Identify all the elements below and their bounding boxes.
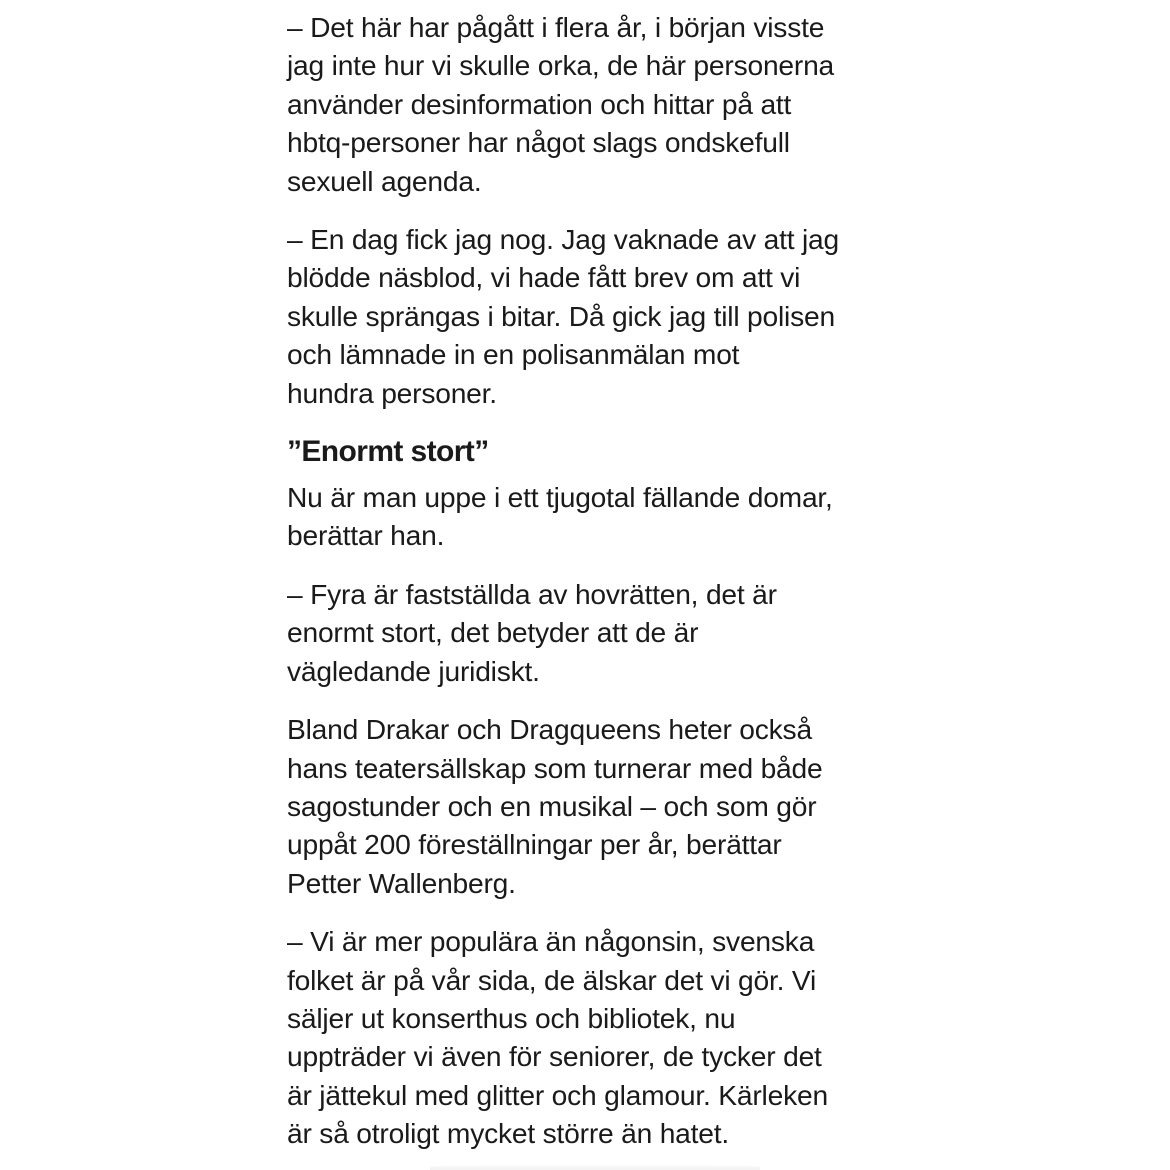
article-paragraph: – Fyra är fastställda av hovrätten, det är enormt stort, det betyder att de är vägledande juridiskt. bbox=[287, 577, 777, 687]
article-paragraph: Bland Drakar och Dragqueens heter också hans teatersällskap som turnerar med både sagostunder och en musikal – och som gör uppåt 200 föreställningar per år, berättar Petter Wallenberg. bbox=[287, 713, 823, 899]
bottom-overlay-shadow bbox=[430, 1164, 760, 1170]
article-paragraph: Nu är man uppe i ett tjugotal fällande domar, berättar han. bbox=[287, 481, 833, 552]
article-paragraph: – Det här har pågått i flera år, i början visste jag inte hur vi skulle orka, de här personerna använder desinformation och hittar på att hbtq-personer har något slags ondskefull sexuell agenda. bbox=[287, 11, 835, 197]
article-paragraph: – Vi är mer populära än någonsin, svenska folket är på vår sida, de älskar det vi gör. Vi säljer ut konserthus och bibliotek, nu uppträder vi även för seniorer, de tycker det är jättekul med glitter och glamour. Kärleken är så otroligt mycket större än hatet. bbox=[287, 925, 828, 1150]
article-paragraph: – En dag fick jag nog. Jag vaknade av att jag blödde näsblod, vi hade fått brev om att vi skulle sprängas i bitar. Då gick jag till polisen och lämnade in en polisanmälan mot hundra personer. bbox=[287, 223, 839, 409]
article-body bbox=[287, 8, 897, 1170]
article-subheading: ”Enormt stort” bbox=[287, 435, 489, 469]
